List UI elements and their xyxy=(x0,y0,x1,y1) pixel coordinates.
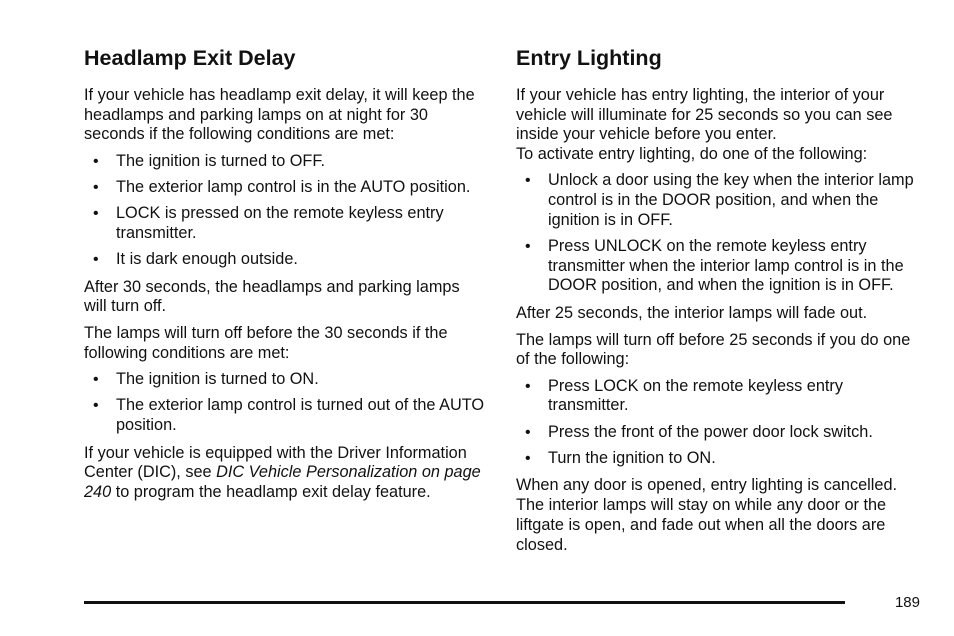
dic-text-before: If your vehicle is equipped with the Driver Information Center (DIC), see xyxy=(84,443,467,482)
list-item: • The ignition is turned to OFF. xyxy=(84,152,484,172)
dic-text-after: to program the headlamp exit delay feature. xyxy=(111,482,431,501)
paragraph-headlamp-intro: If your vehicle has headlamp exit delay, it will keep the headlamps and parking lamps on at night for 30 seconds if the following conditions are met: xyxy=(84,86,475,144)
entry-activate-list xyxy=(516,171,926,296)
list-item: • Press the front of the power door lock switch. xyxy=(516,423,926,443)
section-heading-entry-lighting: Entry Lighting xyxy=(516,46,662,70)
paragraph-headlamp-turn-off-intro: The lamps will turn off before the 30 seconds if the following conditions are met: xyxy=(84,324,448,362)
paragraph-entry-intro: If your vehicle has entry lighting, the interior of your vehicle will illuminate for 25 seconds so you can see inside your vehicle before you enter. xyxy=(516,86,893,144)
list-item: • Press LOCK on the remote keyless entry transmitter. xyxy=(516,377,926,416)
list-item: • It is dark enough outside. xyxy=(84,250,484,270)
entry-turn-off-list xyxy=(516,377,926,469)
list-item: • Unlock a door using the key when the interior lamp control is in the DOOR position, and when the ignition is in OFF. xyxy=(516,171,926,230)
paragraph-headlamp-after: After 30 seconds, the headlamps and parking lamps will turn off. xyxy=(84,277,460,316)
list-item: • The ignition is turned to ON. xyxy=(84,370,484,390)
list-item: • Press UNLOCK on the remote keyless entry transmitter when the interior lamp control is in the DOOR position, and when the ignition is in OFF. xyxy=(516,237,926,296)
list-item: • Turn the ignition to ON. xyxy=(516,449,926,469)
paragraph-entry-turn-off-intro: The lamps will turn off before 25 seconds if you do one of the following: xyxy=(516,330,911,369)
headlamp-turn-off-list xyxy=(84,370,484,436)
paragraph-entry-closing: When any door is opened, entry lighting is cancelled. The interior lamps will stay on while any door or the liftgate is open, and fade out when all the doors are closed. xyxy=(516,476,898,554)
dic-cross-reference: DIC Vehicle Personalization on page 240 xyxy=(84,463,481,501)
headlamp-conditions-list xyxy=(84,152,484,270)
list-item: • LOCK is pressed on the remote keyless entry transmitter. xyxy=(84,204,484,243)
left-column xyxy=(84,44,484,503)
section-heading-headlamp-exit-delay: Headlamp Exit Delay xyxy=(84,46,296,70)
paragraph-dic-reference xyxy=(84,444,484,503)
page-number: 189 xyxy=(894,594,920,611)
footer-rule xyxy=(84,601,845,604)
list-item: • The exterior lamp control is turned out of the AUTO position. xyxy=(84,396,484,435)
paragraph-entry-activate: To activate entry lighting, do one of the following: xyxy=(516,145,868,164)
paragraph-entry-after: After 25 seconds, the interior lamps will fade out. xyxy=(516,304,868,323)
list-item: • The exterior lamp control is in the AUTO position. xyxy=(84,178,484,198)
right-column xyxy=(516,44,926,555)
